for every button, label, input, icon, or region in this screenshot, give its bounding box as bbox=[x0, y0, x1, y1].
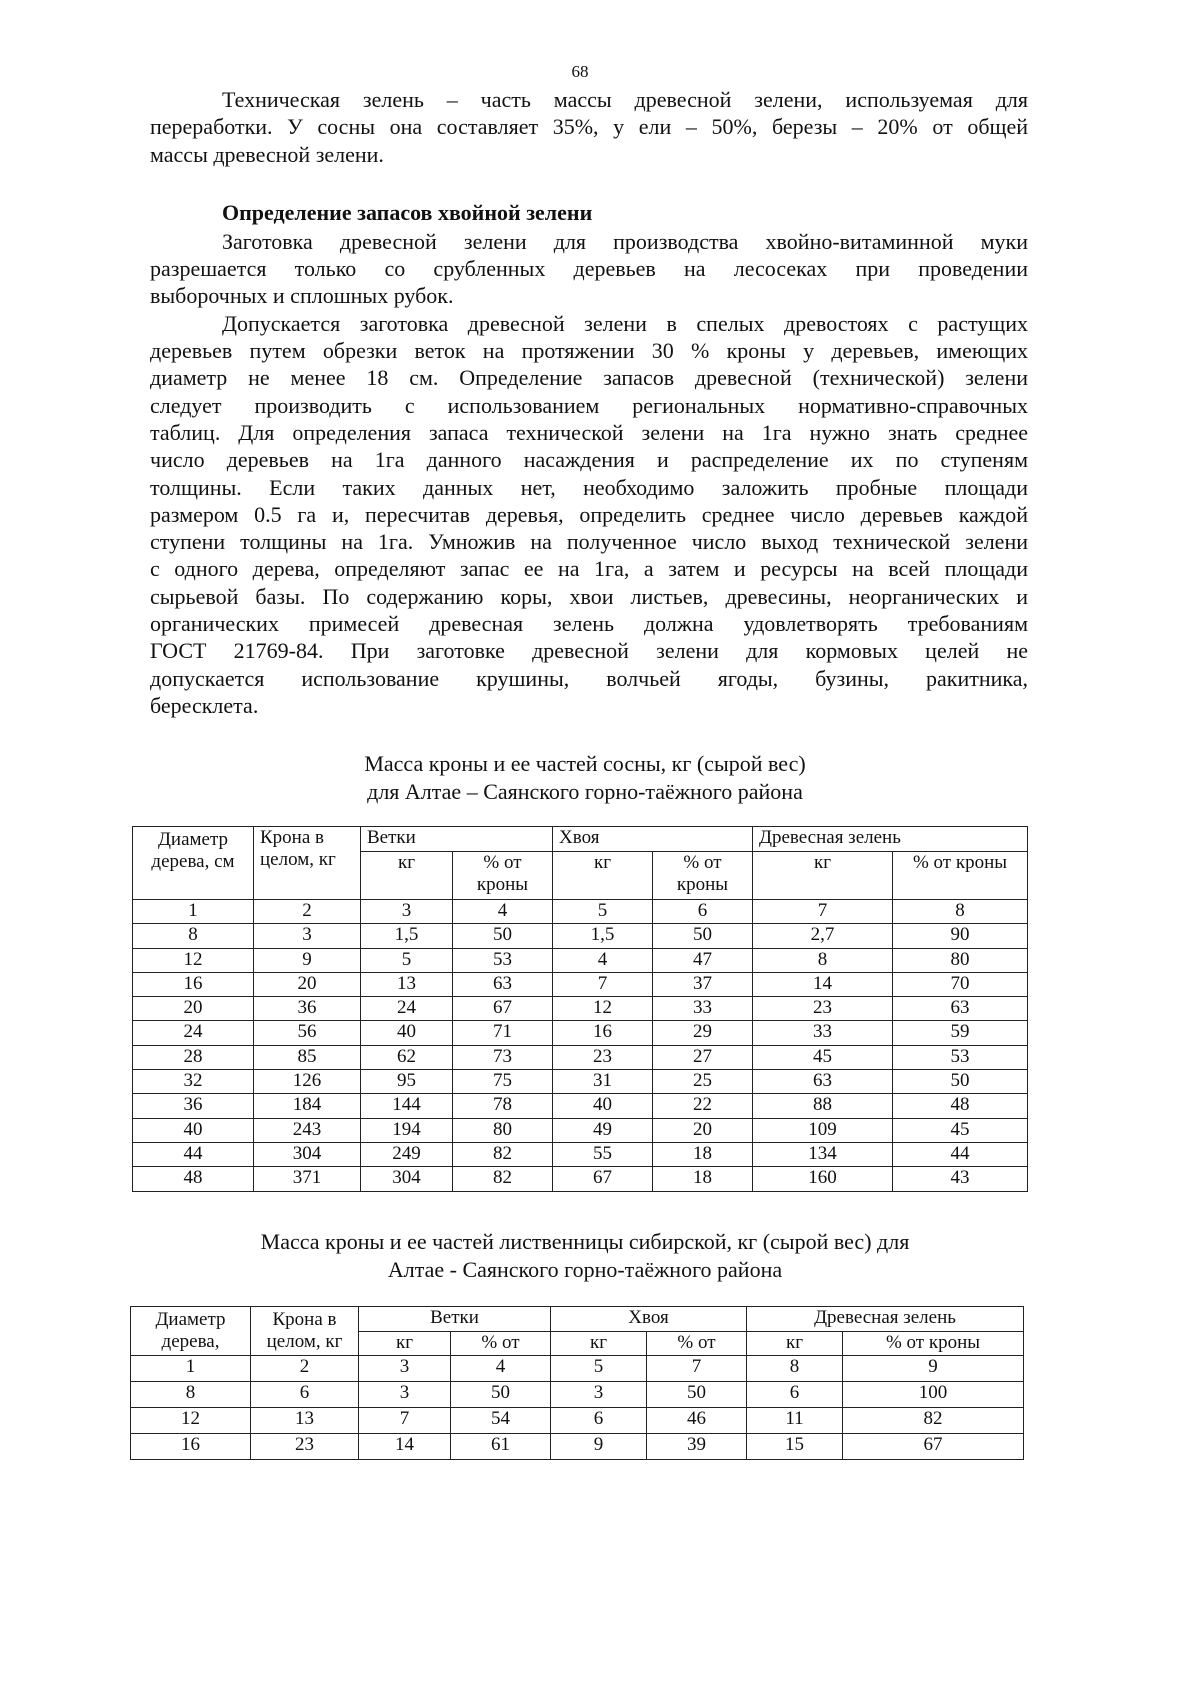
table-cell: 14 bbox=[753, 972, 893, 996]
table-cell: 59 bbox=[893, 1021, 1028, 1045]
table-cell: 20 bbox=[254, 972, 361, 996]
table-cell: 16 bbox=[133, 972, 254, 996]
table-cell: 48 bbox=[893, 1094, 1028, 1118]
header-branches: Ветки bbox=[359, 1307, 551, 1332]
text-line: Допускается заготовка древесной зелени в спелых древостоях с растущих bbox=[222, 310, 1028, 336]
header-pct: % от кроны bbox=[453, 852, 553, 900]
table-row bbox=[133, 1167, 1028, 1191]
table-cell: 4 bbox=[451, 1356, 551, 1382]
table-cell: 50 bbox=[453, 924, 553, 948]
table-cell: 8 bbox=[133, 924, 254, 948]
table-cell: 249 bbox=[361, 1142, 453, 1166]
table-cell: 28 bbox=[133, 1045, 254, 1069]
table-cell: 88 bbox=[753, 1094, 893, 1118]
header-kg: кг bbox=[553, 852, 653, 900]
table-row bbox=[133, 1045, 1028, 1069]
table-cell: 4 bbox=[553, 948, 653, 972]
table-cell: 78 bbox=[453, 1094, 553, 1118]
table-row bbox=[133, 997, 1028, 1021]
table-cell: 8 bbox=[747, 1356, 843, 1382]
table-cell: 45 bbox=[893, 1118, 1028, 1142]
header-kg: кг bbox=[753, 852, 893, 900]
table-cell: 43 bbox=[893, 1167, 1028, 1191]
table-cell: 50 bbox=[893, 1070, 1028, 1094]
table-row bbox=[133, 1118, 1028, 1142]
table-cell: 23 bbox=[753, 997, 893, 1021]
header-pct: % от bbox=[647, 1331, 747, 1356]
table-row bbox=[133, 972, 1028, 996]
table-cell: 6 bbox=[653, 900, 753, 924]
table-cell: 16 bbox=[131, 1434, 251, 1460]
table-cell: 33 bbox=[753, 1021, 893, 1045]
table-cell: 7 bbox=[553, 972, 653, 996]
table-row bbox=[133, 948, 1028, 972]
table-cell: 3 bbox=[359, 1356, 451, 1382]
table-cell: 46 bbox=[647, 1408, 747, 1434]
table-cell: 14 bbox=[359, 1434, 451, 1460]
table-cell: 54 bbox=[451, 1408, 551, 1434]
text-line: переработки. У сосны она составляет 35%, у ели – 50%, березы – 20% от общей bbox=[150, 114, 1028, 140]
header-crown: Крона в целом, кг bbox=[251, 1307, 359, 1356]
table-cell: 7 bbox=[359, 1408, 451, 1434]
table-cell: 80 bbox=[893, 948, 1028, 972]
text-line: толщины. Если таких данных нет, необходимо заложить пробные площади bbox=[150, 474, 1028, 500]
table-cell: 70 bbox=[893, 972, 1028, 996]
table-row bbox=[133, 924, 1028, 948]
table-cell: 2 bbox=[251, 1356, 359, 1382]
table-cell: 9 bbox=[254, 948, 361, 972]
table-cell: 160 bbox=[753, 1167, 893, 1191]
table-cell: 1 bbox=[133, 900, 254, 924]
table-cell: 40 bbox=[133, 1118, 254, 1142]
table-cell: 63 bbox=[453, 972, 553, 996]
table-cell: 63 bbox=[753, 1070, 893, 1094]
text-line: следует производить с использованием региональных нормативно-справочных bbox=[150, 392, 1028, 418]
header-pct: % от bbox=[451, 1331, 551, 1356]
table-cell: 82 bbox=[453, 1167, 553, 1191]
header-pct: % от кроны bbox=[653, 852, 753, 900]
table-cell: 126 bbox=[254, 1070, 361, 1094]
table1-caption bbox=[0, 750, 1170, 806]
table-cell: 48 bbox=[133, 1167, 254, 1191]
table-row bbox=[131, 1408, 1024, 1434]
table-row bbox=[133, 1142, 1028, 1166]
table-cell: 40 bbox=[553, 1094, 653, 1118]
table-cell: 44 bbox=[893, 1142, 1028, 1166]
table-cell: 20 bbox=[653, 1118, 753, 1142]
header-greenery: Древесная зелень bbox=[747, 1307, 1024, 1332]
table-cell: 8 bbox=[753, 948, 893, 972]
table-cell: 22 bbox=[653, 1094, 753, 1118]
table-row bbox=[133, 1094, 1028, 1118]
text-line: ступени толщины на 1га. Умножив на полученное число выход технической зелени bbox=[150, 529, 1028, 555]
table-cell: 3 bbox=[361, 900, 453, 924]
table-cell: 5 bbox=[553, 900, 653, 924]
table-cell: 6 bbox=[551, 1408, 647, 1434]
table-cell: 6 bbox=[251, 1382, 359, 1408]
table-cell: 95 bbox=[361, 1070, 453, 1094]
table-cell: 61 bbox=[451, 1434, 551, 1460]
table-cell: 75 bbox=[453, 1070, 553, 1094]
table-cell: 56 bbox=[254, 1021, 361, 1045]
table-cell: 194 bbox=[361, 1118, 453, 1142]
table-cell: 3 bbox=[254, 924, 361, 948]
larch-crown-table bbox=[130, 1306, 1024, 1460]
table-cell: 71 bbox=[453, 1021, 553, 1045]
table-cell: 8 bbox=[893, 900, 1028, 924]
table-cell: 1,5 bbox=[553, 924, 653, 948]
table-cell: 20 bbox=[133, 997, 254, 1021]
table-cell: 304 bbox=[361, 1167, 453, 1191]
text-line: массы древесной зелени. bbox=[150, 141, 384, 167]
table-cell: 67 bbox=[453, 997, 553, 1021]
table-cell: 49 bbox=[553, 1118, 653, 1142]
table-cell: 55 bbox=[553, 1142, 653, 1166]
table-cell: 45 bbox=[753, 1045, 893, 1069]
table-row bbox=[131, 1434, 1024, 1460]
table-cell: 12 bbox=[553, 997, 653, 1021]
table-cell: 18 bbox=[653, 1142, 753, 1166]
table-cell: 5 bbox=[361, 948, 453, 972]
table-cell: 24 bbox=[361, 997, 453, 1021]
header-diameter: Диаметр дерева, см bbox=[133, 827, 254, 900]
text-line: размером 0.5 га и, пересчитав деревья, определить среднее число деревьев каждой bbox=[150, 501, 1028, 527]
body-text bbox=[150, 86, 1028, 719]
table-cell: 3 bbox=[359, 1382, 451, 1408]
text-line: с одного дерева, определяют запас ее на 1га, а затем и ресурсы на всей площади bbox=[150, 556, 1028, 582]
table-cell: 7 bbox=[753, 900, 893, 924]
text-line: сырьевой базы. По содержанию коры, хвои листьев, древесины, неорганических и bbox=[150, 583, 1028, 609]
table-cell: 50 bbox=[647, 1382, 747, 1408]
table2-caption bbox=[0, 1228, 1170, 1284]
table-cell: 13 bbox=[251, 1408, 359, 1434]
table-cell: 50 bbox=[451, 1382, 551, 1408]
text-line: таблиц. Для определения запаса технической зелени на 1га нужно знать среднее bbox=[150, 419, 1028, 445]
table-cell: 82 bbox=[843, 1408, 1024, 1434]
header-greenery: Древесная зелень bbox=[753, 827, 1028, 852]
table-cell: 47 bbox=[653, 948, 753, 972]
caption-line: Алтае - Саянского горно-таёжного района bbox=[387, 1257, 783, 1282]
table-cell: 100 bbox=[843, 1382, 1024, 1408]
table-cell: 67 bbox=[843, 1434, 1024, 1460]
table-cell: 37 bbox=[653, 972, 753, 996]
table-cell: 32 bbox=[133, 1070, 254, 1094]
caption-line: для Алтае – Саянского горно-таёжного района bbox=[367, 779, 803, 804]
table-cell: 1,5 bbox=[361, 924, 453, 948]
header-kg: кг bbox=[359, 1331, 451, 1356]
header-pct: % от кроны bbox=[893, 852, 1028, 900]
section-heading: Определение запасов хвойной зелени bbox=[222, 199, 593, 225]
text-line: диаметр не менее 18 см. Определение запасов древесной (технической) зелени bbox=[150, 365, 1028, 391]
table-cell: 53 bbox=[893, 1045, 1028, 1069]
table-cell: 9 bbox=[551, 1434, 647, 1460]
table-cell: 31 bbox=[553, 1070, 653, 1094]
table-cell: 184 bbox=[254, 1094, 361, 1118]
table-cell: 36 bbox=[133, 1094, 254, 1118]
table-cell: 18 bbox=[653, 1167, 753, 1191]
table-cell: 134 bbox=[753, 1142, 893, 1166]
table-cell: 109 bbox=[753, 1118, 893, 1142]
header-needles: Хвоя bbox=[551, 1307, 747, 1332]
text-line: Техническая зелень – часть массы древесной зелени, используемая для bbox=[222, 87, 1028, 112]
table-row bbox=[131, 1382, 1024, 1408]
text-line: ГОСТ 21769-84. При заготовке древесной зелени для кормовых целей не bbox=[150, 638, 1028, 664]
table-cell: 1 bbox=[131, 1356, 251, 1382]
table-cell: 8 bbox=[131, 1382, 251, 1408]
text-line: выборочных и сплошных рубок. bbox=[150, 283, 454, 309]
table-cell: 9 bbox=[843, 1356, 1024, 1382]
table-row bbox=[133, 1021, 1028, 1045]
table-cell: 63 bbox=[893, 997, 1028, 1021]
table-row bbox=[133, 900, 1028, 924]
caption-line: Масса кроны и ее частей лиственницы сибирской, кг (сырой вес) для bbox=[260, 1229, 910, 1254]
header-needles: Хвоя bbox=[553, 827, 753, 852]
text-line: органических примесей древесная зелень должна удовлетворять требованиям bbox=[150, 611, 1028, 637]
table-cell: 23 bbox=[553, 1045, 653, 1069]
table-cell: 53 bbox=[453, 948, 553, 972]
table-cell: 6 bbox=[747, 1382, 843, 1408]
table-cell: 27 bbox=[653, 1045, 753, 1069]
table-cell: 39 bbox=[647, 1434, 747, 1460]
table-cell: 85 bbox=[254, 1045, 361, 1069]
table-cell: 2 bbox=[254, 900, 361, 924]
header-pct-full: % от кроны bbox=[843, 1331, 1024, 1356]
table-cell: 144 bbox=[361, 1094, 453, 1118]
caption-line: Масса кроны и ее частей сосны, кг (сырой вес) bbox=[364, 751, 806, 776]
header-kg: кг bbox=[361, 852, 453, 900]
table-cell: 24 bbox=[133, 1021, 254, 1045]
page-number: 68 bbox=[571, 62, 589, 81]
table-cell: 50 bbox=[653, 924, 753, 948]
table-cell: 40 bbox=[361, 1021, 453, 1045]
table-cell: 13 bbox=[361, 972, 453, 996]
table-row bbox=[133, 1070, 1028, 1094]
header-crown: Крона в целом, кг bbox=[254, 827, 361, 900]
table-cell: 12 bbox=[131, 1408, 251, 1434]
table-cell: 3 bbox=[551, 1382, 647, 1408]
table-cell: 33 bbox=[653, 997, 753, 1021]
table-cell: 12 bbox=[133, 948, 254, 972]
text-line: число деревьев на 1га данного насаждения и распределение их по ступеням bbox=[150, 447, 1028, 473]
pine-crown-table bbox=[132, 826, 1028, 1192]
table-cell: 304 bbox=[254, 1142, 361, 1166]
table-cell: 243 bbox=[254, 1118, 361, 1142]
text-line: бересклета. bbox=[150, 692, 259, 718]
text-line: разрешается только со срубленных деревьев на лесосеках при проведении bbox=[150, 256, 1028, 282]
table-cell: 82 bbox=[453, 1142, 553, 1166]
table-cell: 2,7 bbox=[753, 924, 893, 948]
table-cell: 15 bbox=[747, 1434, 843, 1460]
table-cell: 90 bbox=[893, 924, 1028, 948]
table-cell: 80 bbox=[453, 1118, 553, 1142]
table-cell: 25 bbox=[653, 1070, 753, 1094]
table-cell: 16 bbox=[553, 1021, 653, 1045]
table-cell: 67 bbox=[553, 1167, 653, 1191]
table-cell: 371 bbox=[254, 1167, 361, 1191]
table-cell: 11 bbox=[747, 1408, 843, 1434]
table-cell: 44 bbox=[133, 1142, 254, 1166]
text-line: Заготовка древесной зелени для производства хвойно-витаминной муки bbox=[222, 228, 1028, 254]
table-cell: 62 bbox=[361, 1045, 453, 1069]
text-line: допускается использование крушины, волчьей ягоды, бузины, ракитника, bbox=[150, 665, 1028, 691]
header-kg: кг bbox=[551, 1331, 647, 1356]
table-cell: 4 bbox=[453, 900, 553, 924]
table-row bbox=[131, 1356, 1024, 1382]
table-cell: 36 bbox=[254, 997, 361, 1021]
header-kg: кг bbox=[747, 1331, 843, 1356]
table-cell: 73 bbox=[453, 1045, 553, 1069]
table-cell: 5 bbox=[551, 1356, 647, 1382]
table-cell: 7 bbox=[647, 1356, 747, 1382]
header-diameter: Диаметр дерева, bbox=[131, 1307, 251, 1356]
header-branches: Ветки bbox=[361, 827, 553, 852]
table-cell: 29 bbox=[653, 1021, 753, 1045]
text-line: деревьев путем обрезки веток на протяжении 30 % кроны у деревьев, имеющих bbox=[150, 338, 1028, 364]
table-cell: 23 bbox=[251, 1434, 359, 1460]
